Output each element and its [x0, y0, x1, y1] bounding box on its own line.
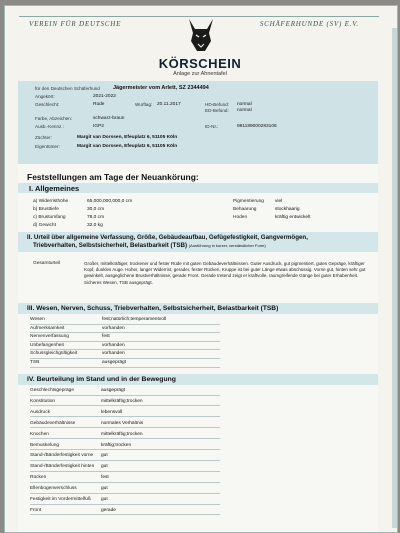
association-left: VEREIN FÜR DEUTSCHE: [29, 20, 122, 28]
assessment-value: gut: [101, 486, 108, 492]
row-divider: [30, 471, 220, 472]
measure-value: 78,0 cm: [87, 215, 105, 220]
side-value: stockhaarig: [275, 207, 300, 212]
measure-label: b) Brusttiefe: [33, 207, 59, 212]
assessment-label: Front: [30, 507, 42, 513]
birthdate-value: 20.11.2017: [157, 102, 181, 107]
findings-heading: Feststellungen am Tage der Neuankörung:: [27, 172, 199, 182]
assessment-label: Aufmerksamkeit: [30, 325, 65, 331]
row-divider: [30, 504, 220, 505]
assessment-label: Bemuskelung: [30, 442, 60, 448]
assessment-label: Konstitution: [30, 398, 56, 404]
row-divider: [30, 395, 220, 396]
assessment-value: lebensvoll: [101, 409, 123, 415]
row-divider: [30, 349, 220, 350]
assessment-value: normales Verhältnis: [101, 420, 144, 426]
assessment-label: Ellenbogenverschluss: [30, 486, 77, 492]
measure-value: 30,0 cm: [87, 207, 105, 212]
assessment-label: Unbefangenheit: [30, 342, 64, 348]
measure-label: c) Brustumfang: [33, 215, 66, 220]
assessment-value: gut: [101, 464, 108, 470]
assessment-label: Stand-/Bänderfestigkeit hinten: [30, 464, 95, 470]
dog-name: Jägermeister vom Arlett, SZ 2344494: [113, 85, 209, 91]
row-divider: [30, 332, 220, 333]
training-label: Ausb.-Kennz.:: [35, 124, 64, 129]
color-value: schwarz-braun: [93, 116, 125, 121]
training-value: IGP2: [93, 124, 104, 129]
sex-label: Geschlecht:: [35, 102, 60, 107]
row-divider: [30, 427, 220, 428]
assessment-value: mittelkräftig;trocken: [101, 431, 143, 437]
assessment-value: gut: [101, 453, 108, 459]
overall-judgment-text: Großer, mittelkräftiger, trockener und fester Rüde mit guten Gebäudeverhältnissen. Guter Ausdruck, gut pigmentiert, gutes Gepräge, kräftiger Kopf, dunkles Auge. Hoher, langer Widerrist, gerader, fester Rücken, Kruppe ist bei guter Länge etwas abschüssig. Vorne gut, hinten sehr gut gewinkelt, ausgeglichene Brustverhältnisse, gerade Front. Gerade tretend zeigt er kraftvolle, raumgreifende Gänge bei guter Erhabenheit. Sicheres Wesen, TSB ausgeprägt.: [84, 261, 366, 285]
owner-value: Margit van Dorssen, Efeuplatz 6, 51105 Köln: [77, 144, 178, 149]
angekoert-value: 2021-2022: [93, 94, 116, 99]
row-divider: [30, 324, 220, 325]
assessment-value: vorhanden: [102, 351, 125, 357]
row-divider: [30, 482, 220, 483]
stand-heading: IV. Beurteilung im Stand und in der Bewegung: [27, 376, 176, 383]
assessment-label: TSB: [30, 360, 40, 365]
assessment-value: kräftig;trocken: [101, 442, 132, 448]
owner-label: Eigentümer:: [35, 144, 60, 149]
assessment-value: gut: [101, 497, 108, 502]
paper-edge: [392, 28, 397, 528]
row-divider: [30, 358, 220, 359]
pedigree-document: [4, 5, 398, 533]
id-label: ID-Nr.:: [205, 124, 219, 129]
hd-value: normal: [237, 102, 252, 107]
assessment-label: Geschlechtsgepräge: [30, 388, 74, 393]
ed-value: normal: [237, 108, 252, 113]
row-divider: [30, 405, 220, 406]
assessment-value: fest: [101, 475, 109, 481]
side-label: Behaarung: [233, 207, 257, 212]
assessment-label: Schussgleichgültigkeit: [30, 351, 78, 357]
assessment-label: Stand-/Bänderfestigkeit vorne: [30, 453, 94, 459]
row-divider: [30, 493, 220, 494]
measure-label: d) Gewicht: [33, 223, 56, 228]
measure-label: a) Widerristhöhe: [33, 199, 69, 204]
row-divider: [30, 416, 220, 417]
row-divider: [30, 514, 220, 515]
side-label: Hoden: [233, 215, 248, 220]
general-heading: I. Allgemeines: [29, 184, 80, 193]
assessment-label: Nervenverfassung: [30, 334, 69, 340]
side-value: viel: [275, 199, 283, 204]
row-divider: [30, 367, 220, 368]
assessment-value: fest: [102, 334, 110, 340]
row-divider: [30, 449, 220, 450]
assessment-label: Knochen: [30, 431, 49, 437]
sex-value: Rüde: [93, 102, 105, 107]
assessment-value: vorhanden: [102, 325, 125, 331]
judgment-note: (Ausführung in kurzer, verständlicher Form): [188, 243, 266, 248]
document-title: KÖRSCHEIN: [158, 56, 242, 71]
id-value: 981189000283106: [237, 124, 277, 129]
hd-label: HD-Befund:: [205, 102, 230, 107]
association-right: SCHÄFERHUNDE (SV) E.V.: [259, 20, 359, 28]
judgment-heading-2-text: Triebverhalten, Selbstsicherheit, Belastbarkeit (TSB): [33, 242, 188, 249]
assessment-label: Festigkeit im Vordermittelfuß: [30, 497, 91, 502]
assessment-value: vorhanden: [102, 342, 125, 348]
angekoert-label: Angekört:: [35, 94, 55, 99]
assessment-label: Ausdruck: [30, 409, 50, 415]
breed-label: für den Deutschen Schäferhund: [35, 86, 100, 91]
assessment-value: fest;natürlich;temperamentvoll: [102, 317, 166, 322]
side-label: Pigmentierung: [233, 199, 264, 204]
ed-label: ED-Befund:: [205, 108, 229, 113]
assessment-value: ausgeprägt: [101, 388, 126, 393]
document-subtitle: Anlage zur Ahnentafel: [173, 71, 227, 77]
assessment-label: Wesen: [30, 317, 45, 322]
assessment-label: Gebäudeverhältnisse: [30, 420, 76, 426]
findings-panel: [18, 164, 378, 532]
row-divider: [30, 341, 220, 342]
color-label: Farbe, Abzeichen:: [35, 116, 73, 121]
measure-value: 65,000,000,000,0 cm: [87, 199, 133, 204]
measure-value: 32,0 kg: [87, 223, 103, 228]
dog-info-panel: [18, 81, 378, 164]
assessment-label: Rücken: [30, 475, 47, 481]
assessment-value: mittelkräftig;trocken: [101, 398, 143, 404]
side-value: kräftig entwickelt: [275, 215, 311, 220]
row-divider: [30, 460, 220, 461]
assessment-value: ausgeprägt: [102, 360, 127, 365]
birthdate-label: Wurftag:: [135, 102, 153, 107]
nature-heading: III. Wesen, Nerven, Schuss, Triebverhalten, Selbstsicherheit, Belastbarkeit (TSB): [27, 305, 279, 312]
judgment-heading: II. Urteil über allgemeine Verfassung, Größe, Gebäudeaufbau, Gefügefestigkeit, Gangvermögen,: [27, 234, 308, 241]
shepherd-dog-logo-icon: [183, 17, 219, 55]
breeder-label: Züchter:: [35, 135, 52, 140]
assessment-value: gerade: [101, 507, 116, 513]
breeder-value: Margit van Dorssen, Efeuplatz 6, 51105 Köln: [77, 135, 178, 140]
judgment-heading-2: [33, 242, 266, 249]
overall-label: Gesamturteil: [33, 261, 61, 266]
row-divider: [30, 438, 220, 439]
